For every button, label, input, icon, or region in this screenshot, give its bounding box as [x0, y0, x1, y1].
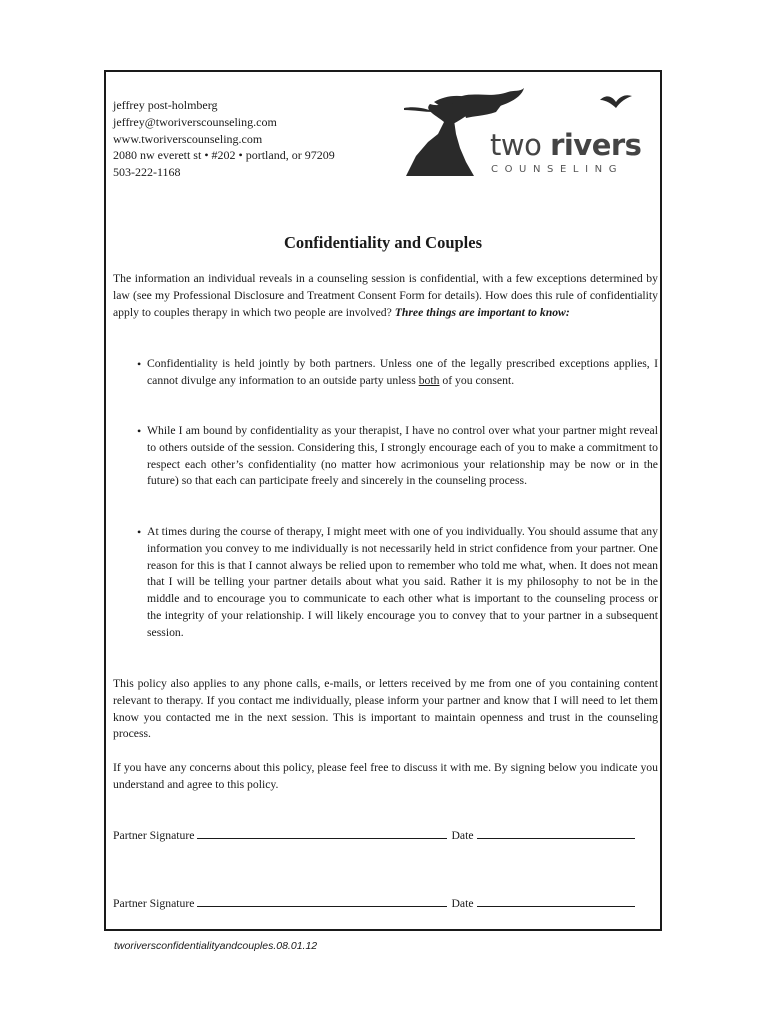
contact-website: www.tworiverscounseling.com — [113, 131, 263, 146]
page-title: Confidentiality and Couples — [283, 233, 483, 252]
intro-paragraph — [113, 271, 658, 321]
intro-emphasis: Three things are important to know: — [394, 305, 570, 319]
contact-phone: 503-222-1168 — [113, 165, 181, 180]
logo-word-two: two — [490, 128, 542, 162]
signature-row-2 — [113, 895, 658, 912]
bullet-text — [147, 356, 658, 390]
partner-signature-label: Partner Signature — [113, 897, 195, 910]
partner-signature-field[interactable] — [197, 827, 447, 839]
policy-paragraph: This policy also applies to any phone calls, e-mails, or letters received by me from one of you containing content relevant to therapy. If you contact me individually, please inform your partner and know that I will need to let them know you contacted me in the next session. This is important to maintain openness and trust in the counseling process. — [113, 677, 658, 741]
partner-signature-label: Partner Signature — [113, 829, 195, 842]
bullet-icon: • — [137, 424, 142, 438]
date-label: Date — [451, 829, 474, 842]
logo-wordmark — [490, 130, 641, 160]
document-frame — [104, 70, 662, 931]
list-item — [113, 524, 658, 642]
bullet-1-text-b: of you consent. — [442, 373, 515, 387]
date-label: Date — [451, 897, 474, 910]
bullet-1-underlined-word: both — [418, 373, 440, 387]
bullet-1-text-a: Confidentiality is held jointly by both partners. Unless one of the legally prescribed exceptions applies, I cannot divulge any information to an outside party unless — [147, 357, 658, 387]
bullet-2-text: While I am bound by confidentiality as your therapist, I have no control over what your partner might reveal to others outside of the session. Considering this, I strongly encourage each of you to make a commitment to respect each other’s confidentiality (no matter how acrimonious your relationship may be now or in the future) so that each can participate freely and sincerely in the counseling process. — [147, 424, 658, 488]
bullet-icon: • — [137, 525, 142, 539]
bullet-3-text: At times during the course of therapy, I might meet with one of you individually. You should assume that any information you convey to me individually is not necessarily held in strict confidence from your partner. One reason for this is that I cannot always be relied upon to remember who told me what, when. It does not mean that I will be telling your partner details about what you said. Rather it is my philosophy to not be in the middle and to encourage you to communicate to each other what is important to the counseling process or the integrity of your relationship. I will likely encourage you to convey that to your partner in a subsequent session. — [147, 525, 658, 639]
list-item — [113, 356, 658, 390]
contact-block — [113, 97, 335, 181]
partner-signature-field[interactable] — [197, 895, 447, 907]
signature-row-1 — [113, 827, 658, 844]
date-field[interactable] — [477, 827, 635, 839]
list-item — [113, 423, 658, 490]
date-field[interactable] — [477, 895, 635, 907]
contact-email: jeffrey@tworiverscounseling.com — [113, 114, 277, 129]
concerns-paragraph: If you have any concerns about this policy, please feel free to discuss it with me. By signing below you indicate you understand and agree to this policy. — [113, 761, 658, 791]
document-footer: tworiversconfidentialityandcouples.08.01.12 — [114, 940, 318, 952]
contact-address: 2080 nw everett st • #202 • portland, or 97209 — [113, 148, 335, 163]
two-rivers-logo — [404, 86, 642, 182]
contact-name: jeffrey post-holmberg — [113, 98, 218, 112]
logo-subtitle: COUNSELING — [491, 164, 624, 175]
logo-word-rivers: rivers — [550, 128, 642, 162]
bullet-icon: • — [137, 357, 142, 371]
intro-text: The information an individual reveals in a counseling session is confidential, with a few exceptions determined by law (see my Professional Disclosure and Treatment Consent Form for details). How does this rule of confidentiality apply to couples therapy in which two people are involved? — [113, 272, 658, 319]
